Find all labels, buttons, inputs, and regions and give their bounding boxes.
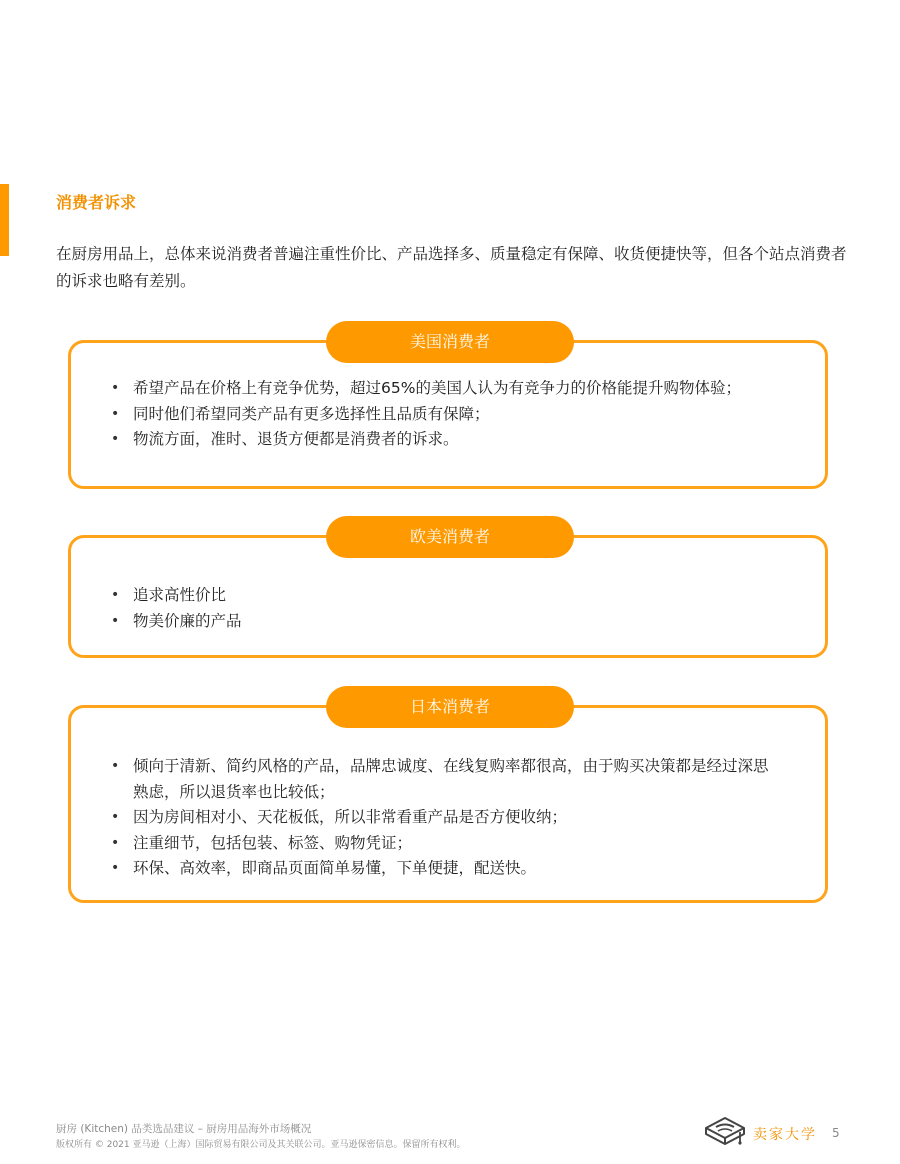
list-item xyxy=(71,856,771,882)
list-item-text: 环保、高效率，即商品页面简单易懂，下单便捷，配送快。 xyxy=(133,859,537,877)
eu-consumer-list xyxy=(71,583,771,634)
bullet-icon: • xyxy=(111,834,120,851)
list-item xyxy=(71,805,771,831)
bullet-icon: • xyxy=(111,380,120,396)
list-item xyxy=(71,427,771,453)
list-item-text: 希望产品在价格上有竞争优势，超过65%的美国人认为有竞争力的价格能提升购物体验； xyxy=(133,379,741,397)
list-item-text: 物美价廉的产品 xyxy=(133,611,242,630)
list-item xyxy=(71,754,771,805)
jp-consumer-box xyxy=(68,705,828,903)
us-consumer-list xyxy=(71,376,771,453)
jp-consumer-label: 日本消费者 xyxy=(326,686,574,728)
list-item xyxy=(71,831,771,857)
us-consumer-label: 美国消费者 xyxy=(326,321,574,363)
footer-copyright: 版权所有 © 2021 亚马逊（上海）国际贸易有限公司及其关联公司。亚马逊保密信息。保留所有权利。 xyxy=(56,1140,466,1150)
bullet-icon: • xyxy=(111,431,120,447)
bullet-icon: • xyxy=(111,587,120,603)
brand-name: 卖家大学 xyxy=(753,1127,817,1143)
bullet-icon: • xyxy=(111,860,120,876)
list-item-text: 物流方面，准时、退货方便都是消费者的诉求。 xyxy=(133,430,459,448)
jp-consumer-list xyxy=(71,754,771,882)
intro-paragraph: 在厨房用品上，总体来说消费者普遍注重性价比、产品选择多、质量稳定有保障、收货便捷快等，但各个站点消费者的诉求也略有差别。 xyxy=(56,245,847,290)
section-title: 消费者诉求 xyxy=(56,193,137,212)
page-number: 5 xyxy=(832,1126,840,1140)
seller-university-book-icon xyxy=(702,1114,748,1150)
accent-side-bar xyxy=(0,184,9,256)
bullet-icon: • xyxy=(111,405,120,422)
list-item-text: 倾向于清新、简约风格的产品，品牌忠诚度、在线复购率都很高，由于购买决策都是经过深思熟虑，所以退货率也比较低； xyxy=(133,757,769,801)
list-item xyxy=(71,583,771,609)
list-item xyxy=(71,609,771,635)
bullet-icon: • xyxy=(111,809,120,825)
bullet-icon: • xyxy=(111,612,120,629)
list-item-text: 因为房间相对小、天花板低，所以非常看重产品是否方便收纳； xyxy=(133,808,568,826)
list-item-text: 注重细节，包括包装、标签、购物凭证； xyxy=(133,833,413,852)
bullet-icon: • xyxy=(111,758,120,774)
list-item xyxy=(71,402,771,428)
list-item-text: 同时他们希望同类产品有更多选择性且品质有保障； xyxy=(133,404,490,423)
eu-consumer-label: 欧美消费者 xyxy=(326,516,574,558)
list-item-text: 追求高性价比 xyxy=(133,586,227,604)
list-item xyxy=(71,376,771,402)
footer-title: 厨房 (Kitchen) 品类选品建议 – 厨房用品海外市场概况 xyxy=(56,1123,312,1135)
